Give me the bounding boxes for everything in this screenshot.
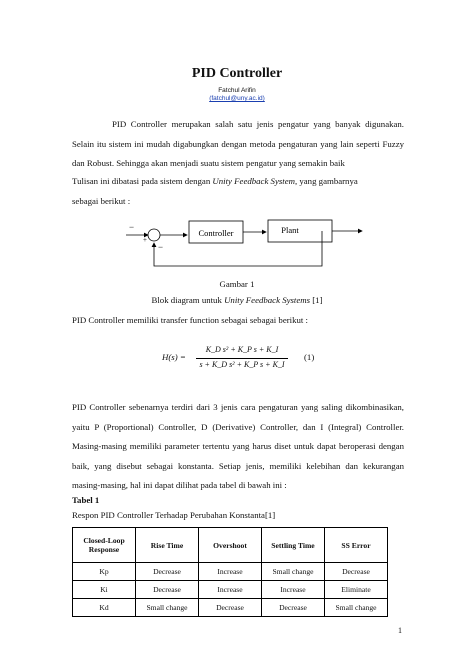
table-cell: Increase [199, 581, 262, 599]
pid-response-table [72, 527, 388, 617]
table-header-cell: Overshoot [199, 528, 262, 563]
input-mark: − [129, 222, 135, 232]
plant-label: Plant [281, 225, 299, 235]
plus-sign: + [143, 236, 147, 244]
equation-denominator: s + K_D s² + K_P s + K_I [199, 360, 285, 369]
intro-line-suffix: , yang gambarnya [294, 176, 358, 186]
table-label: Tabel 1 [72, 495, 100, 505]
equation-numerator: K_D s² + K_P s + K_I [205, 345, 279, 354]
table-cell: Small change [136, 599, 199, 617]
table-cell: Decrease [262, 599, 325, 617]
figure-caption [0, 295, 474, 305]
table-cell: Increase [199, 563, 262, 581]
intro-last-line: sebagai berikut : [72, 196, 131, 206]
intro-line-prefix: Tulisan ini dibatasi pada sistem dengan [72, 176, 213, 186]
figure-caption-italic: Unity Feedback Systems [224, 295, 311, 305]
table-cell: Eliminate [325, 581, 388, 599]
table-cell: Small change [262, 563, 325, 581]
table-header-cell: Closed-Loop Response [73, 528, 136, 563]
equation-lhs: H(s) = [162, 352, 186, 362]
table-header-cell: Settling Time [262, 528, 325, 563]
page-title: PID Controller [191, 66, 283, 81]
table-cell: Kp [73, 563, 136, 581]
controller-label: Controller [198, 228, 234, 238]
summing-junction [148, 229, 160, 241]
table-cell: Ki [73, 581, 136, 599]
table-row [73, 599, 388, 617]
intro-paragraph: PID Controller merupakan salah satu jenis pengatur yang banyak digunakan. Selain itu sistem ini mudah digabungkan dengan metoda pengaturan yang lain seperti Fuzzy dan Robust. Sehingga akan menjadi suatu sistem pengatur yang semakin baik [72, 119, 404, 168]
table-row [73, 581, 388, 599]
figure-caption-prefix: Blok diagram untuk [151, 295, 225, 305]
table-cell: Decrease [199, 599, 262, 617]
table-header-cell: Rise Time [136, 528, 199, 563]
table-cell: Small change [325, 599, 388, 617]
table-cell: Decrease [136, 563, 199, 581]
table-cell: Increase [262, 581, 325, 599]
intro-line-italic: Unity Feedback System [212, 176, 295, 186]
transfer-function-intro: PID Controller memiliki transfer function sebagai sebagai berikut : [72, 315, 308, 325]
page-number: 1 [398, 626, 402, 635]
table-caption: Respon PID Controller Terhadap Perubahan Konstanta[1] [72, 510, 276, 520]
author-name: Fatchul Arifin [218, 87, 256, 94]
table-cell: Kd [73, 599, 136, 617]
components-paragraph: PID Controller sebenarnya terdiri dari 3 jenis cara pengaturan yang saling dikombinasikan, yaitu P (Proportional) Controller, D (Derivative) Controller, dan I (Integral) Controller. Masing-masing memiliki parameter tertentu yang harus diset untuk dapat beroperasi dengan baik, yang disebut sebagai konstanta. Setiap jenis, memiliki kelebihan dan kekurangan masing-masing, hal ini dapat dilihat pada tabel di bawah ini : [72, 402, 404, 490]
table-cell: Decrease [136, 581, 199, 599]
author-email-link[interactable]: (fatchul@uny.ac.id) [209, 95, 265, 102]
equation-number: (1) [304, 352, 315, 362]
figure-label: Gambar 1 [219, 279, 255, 289]
equation-fraction-bar [196, 358, 288, 359]
figure-caption-suffix: [1] [310, 295, 323, 305]
table-header-row [73, 528, 388, 563]
table-header-cell: SS Error [325, 528, 388, 563]
minus-sign: − [158, 242, 164, 252]
table-cell: Decrease [325, 563, 388, 581]
table-row [73, 563, 388, 581]
